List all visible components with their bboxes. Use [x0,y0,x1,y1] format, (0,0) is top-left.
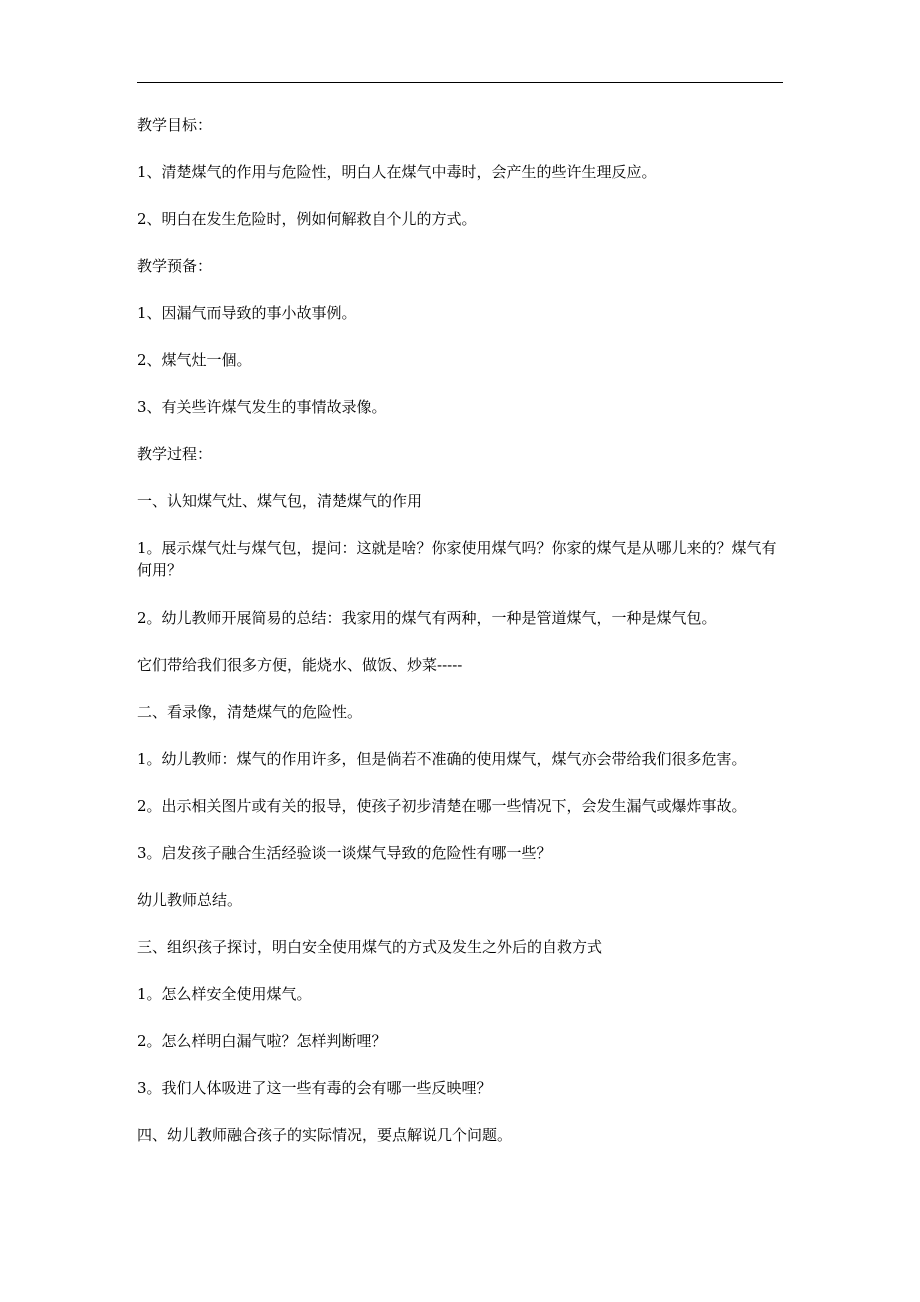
section-1-item-2-cont: 它们带给我们很多方便，能烧水、做饭、炒菜----- [137,656,463,674]
objective-item-1: 1、清楚煤气的作用与危险性，明白人在煤气中毒时，会产生的些许生理反应。 [137,163,657,181]
section-1-item-2: 2。幼儿教师开展简易的总结：我家用的煤气有两种，一种是管道煤气，一种是煤气包。 [137,609,717,627]
preparation-item-1: 1、因漏气而导致的事小故事例。 [137,304,357,322]
heading-preparation: 教学预备： [137,257,213,275]
preparation-item-3: 3、有关些许煤气发生的事情故录像。 [137,398,387,416]
section-1-title: 一、认知煤气灶、煤气包，清楚煤气的作用 [137,492,423,510]
section-2-item-1: 1。幼儿教师：煤气的作用许多，但是倘若不准确的使用煤气，煤气亦会带给我们很多危害。 [137,750,747,768]
objective-item-2: 2、明白在发生危险时，例如何解救自个儿的方式。 [137,210,477,228]
heading-objectives: 教学目标： [137,116,213,134]
section-2-item-3: 3。启发孩子融合生活经验谈一谈煤气导致的危险性有哪一些？ [137,844,552,862]
section-4-title: 四、幼儿教师融合孩子的实际情况，要点解说几个问题。 [137,1126,513,1144]
section-3-item-3: 3。我们人体吸进了这一些有毒的会有哪一些反映哩？ [137,1079,492,1097]
section-2-item-2: 2。出示相关图片或有关的报导，使孩子初步清楚在哪一些情况下，会发生漏气或爆炸事故。 [137,797,747,815]
header-rule [137,82,783,83]
preparation-item-2: 2、煤气灶一個。 [137,351,252,369]
section-3-title: 三、组织孩子探讨，明白安全使用煤气的方式及发生之外后的自救方式 [137,938,603,956]
section-2-summary: 幼儿教师总结。 [137,891,243,909]
section-1-item-1: 1。展示煤气灶与煤气包，提问：这就是啥？你家使用煤气吗？你家的煤气是从哪儿来的？煤气有何用？ [137,539,777,579]
heading-process: 教学过程： [137,445,213,463]
section-3-item-2: 2。怎么样明白漏气啦？怎样判断哩？ [137,1032,387,1050]
section-3-item-1: 1。怎么样安全使用煤气。 [137,985,312,1003]
section-2-title: 二、看录像，清楚煤气的危险性。 [137,703,363,721]
document-body [137,114,787,1171]
